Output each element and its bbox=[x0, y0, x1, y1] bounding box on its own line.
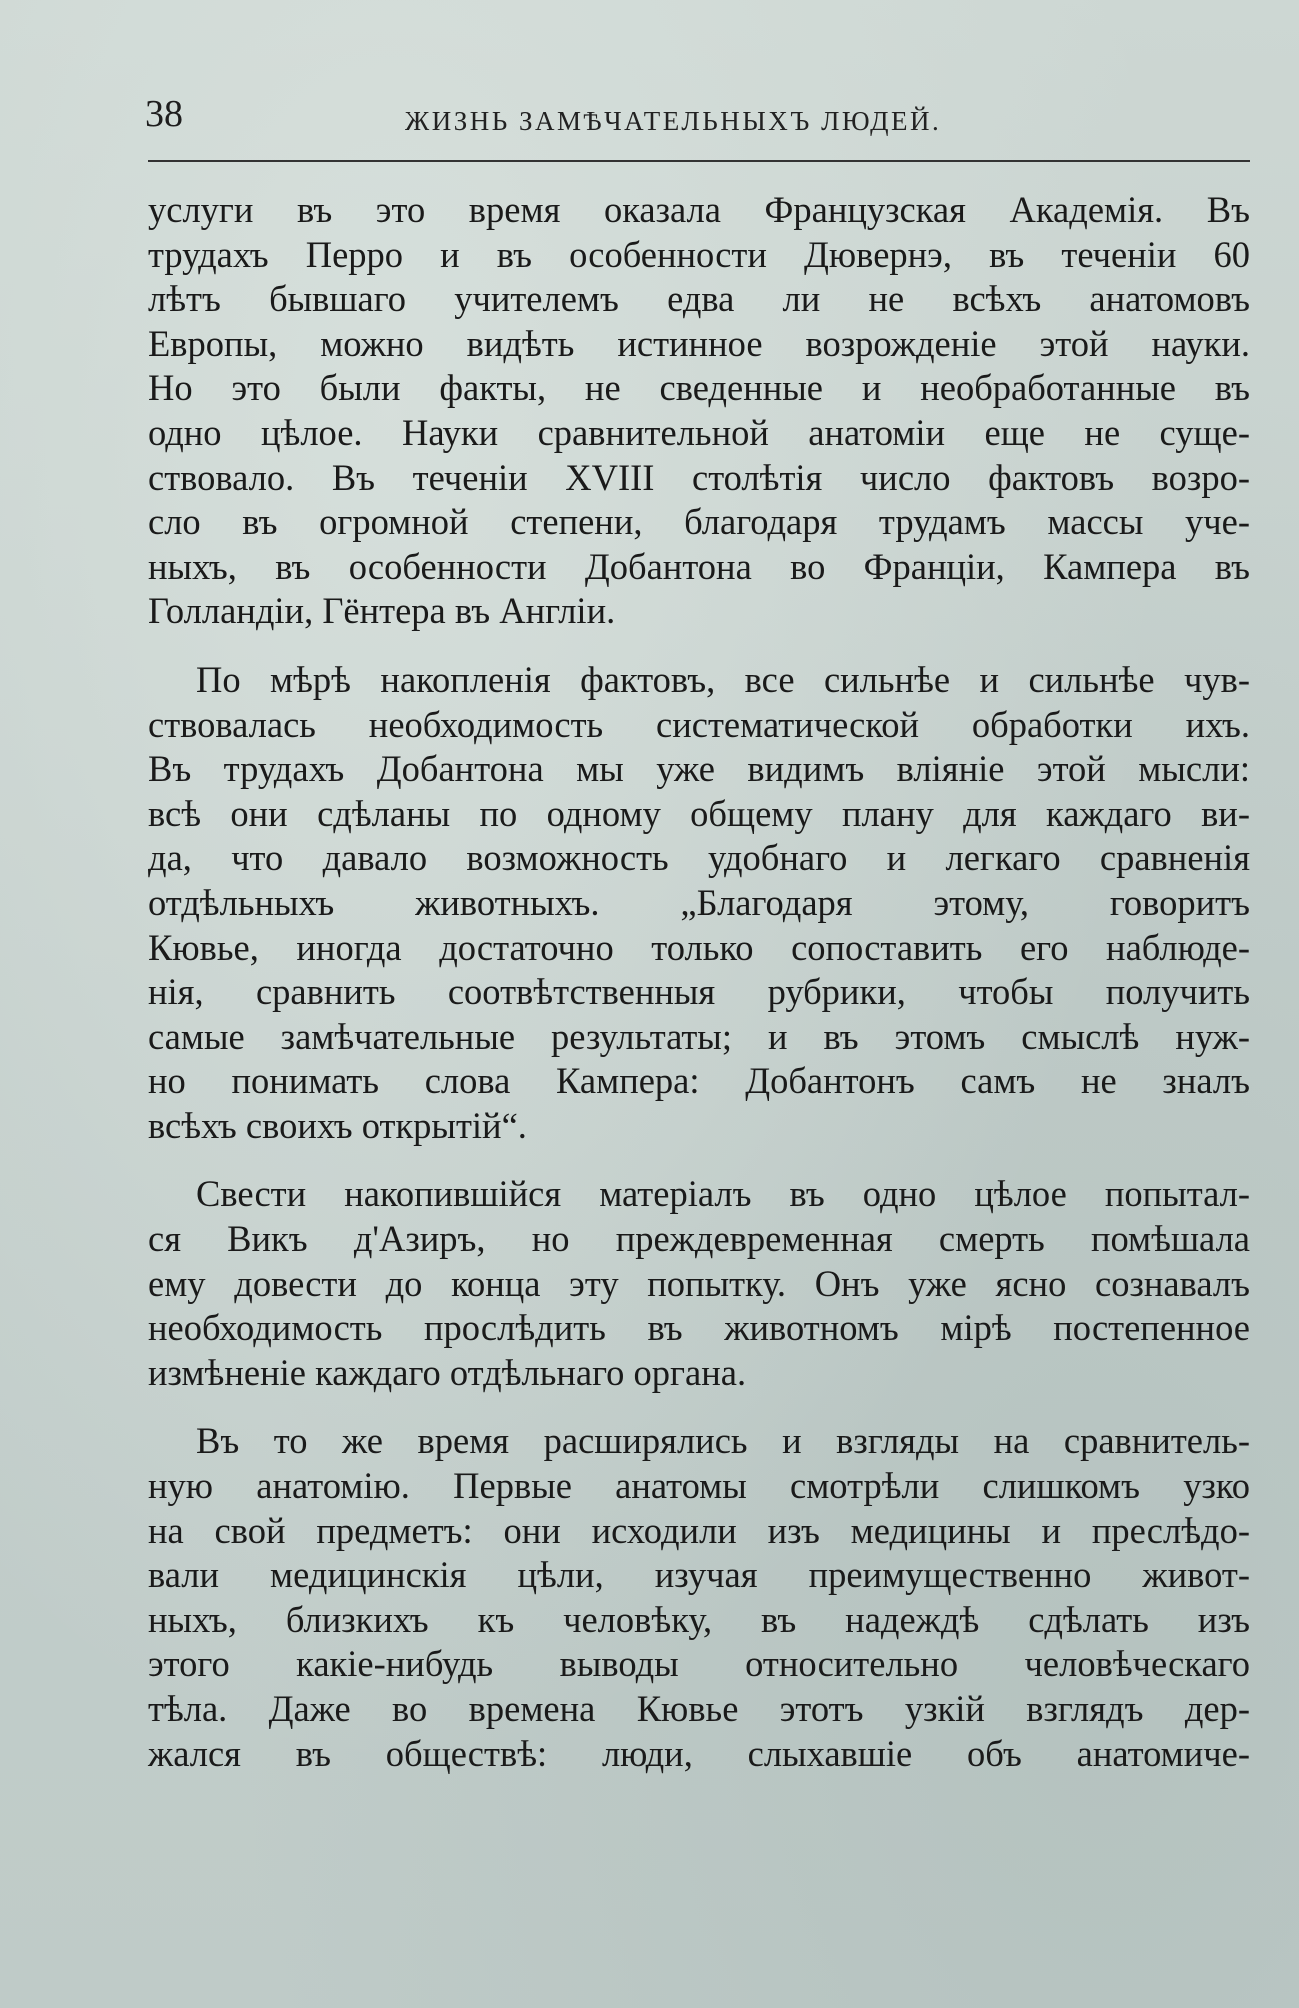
text-line: По мѣрѣ накопленія фактовъ, все сильнѣе и сильнѣе чув- bbox=[196, 658, 1250, 700]
paragraph-gap bbox=[148, 1148, 1250, 1172]
text-line: ную анатомію. Первые анатомы смотрѣли слишкомъ узко bbox=[148, 1465, 1250, 1507]
text-line: нія, сравнить соотвѣтственныя рубрики, чтобы получить bbox=[148, 971, 1250, 1013]
text-line: Въ трудахъ Добантона мы уже видимъ вліяніе этой мысли: bbox=[148, 748, 1250, 790]
text-line: Въ то же время расширялись и взгляды на сравнитель- bbox=[196, 1420, 1250, 1462]
text-line: всѣ они сдѣланы по одному общему плану для каждаго ви- bbox=[148, 792, 1250, 834]
text-line: ствовалась необходимость систематической обработки ихъ. bbox=[148, 703, 1250, 745]
text-line: ствовало. Въ теченіи XVIII столѣтія число фактовъ возро- bbox=[148, 456, 1250, 498]
text-line: Свести накопившійся матеріалъ въ одно цѣлое попытал- bbox=[196, 1173, 1250, 1215]
text-line: ся Викъ д'Азиръ, но преждевременная смерть помѣшала bbox=[148, 1218, 1250, 1260]
text-line: необходимость прослѣдить въ животномъ мірѣ постепенное bbox=[148, 1307, 1250, 1349]
text-line: измѣненіе каждаго отдѣльнаго органа. bbox=[148, 1351, 747, 1393]
text-line: сло въ огромной степени, благодаря трудамъ массы уче- bbox=[148, 501, 1250, 543]
text-line: да, что давало возможность удобнаго и легкаго сравненія bbox=[148, 837, 1250, 879]
text-line: Голландіи, Гёнтера въ Англіи. bbox=[148, 590, 616, 632]
text-line: этого какіе-нибудь выводы относительно человѣческаго bbox=[148, 1643, 1250, 1685]
text-line: услуги въ это время оказала Французская Академія. Въ bbox=[148, 189, 1250, 230]
paragraph-gap bbox=[148, 634, 1250, 658]
text-line: вали медицинскія цѣли, изучая преимущественно живот- bbox=[148, 1554, 1250, 1596]
text-line: ему довести до конца эту попытку. Онъ уже ясно сознавалъ bbox=[148, 1262, 1250, 1304]
running-title: ЖИЗНЬ ЗАМѢЧАТЕЛЬНЫХЪ ЛЮДЕЙ. bbox=[405, 106, 942, 136]
text-line: лѣтъ бывшаго учителемъ едва ли не всѣхъ анатомовъ bbox=[148, 278, 1250, 320]
page-number: 38 bbox=[145, 93, 183, 135]
text-line: трудахъ Перро и въ особенности Дювернэ, въ теченіи 60 bbox=[148, 233, 1250, 275]
text-line: но понимать слова Кампера: Добантонъ самъ не зналъ bbox=[148, 1060, 1250, 1102]
paragraph-gap bbox=[148, 1395, 1250, 1419]
text-line: тѣла. Даже во времена Кювье этотъ узкій взглядъ дер- bbox=[148, 1688, 1250, 1729]
text-line: самые замѣчательные результаты; и въ этомъ смыслѣ нуж- bbox=[148, 1015, 1250, 1057]
paragraph-4 bbox=[148, 1419, 1250, 1776]
body-text bbox=[148, 188, 1250, 1776]
text-line: Кювье, иногда достаточно только сопоставить его наблюде- bbox=[148, 926, 1250, 968]
text-line: всѣхъ своихъ открытій“. bbox=[148, 1104, 527, 1146]
text-line: Но это были факты, не сведенные и необработанные въ bbox=[148, 367, 1250, 409]
text-line: жался въ обществѣ: люди, слыхавшіе объ анатомиче- bbox=[148, 1732, 1250, 1774]
running-head bbox=[140, 88, 1250, 138]
text-line: на свой предметъ: они исходили изъ медицины и преслѣдо- bbox=[148, 1509, 1250, 1551]
text-line: ныхъ, въ особенности Добантона во Франціи, Кампера въ bbox=[148, 545, 1250, 587]
text-line: отдѣльныхъ животныхъ. „Благодаря этому, говоритъ bbox=[148, 881, 1250, 923]
paragraph-2 bbox=[148, 658, 1250, 1149]
text-line: ныхъ, близкихъ къ человѣку, въ надеждѣ сдѣлать изъ bbox=[148, 1598, 1250, 1640]
paragraph-3 bbox=[148, 1172, 1250, 1395]
header-rule bbox=[148, 160, 1250, 162]
text-line: Европы, можно видѣть истинное возрожденіе этой науки. bbox=[148, 322, 1250, 364]
text-line: одно цѣлое. Науки сравнительной анатоміи еще не суще- bbox=[148, 411, 1250, 453]
paragraph-1 bbox=[148, 188, 1250, 634]
